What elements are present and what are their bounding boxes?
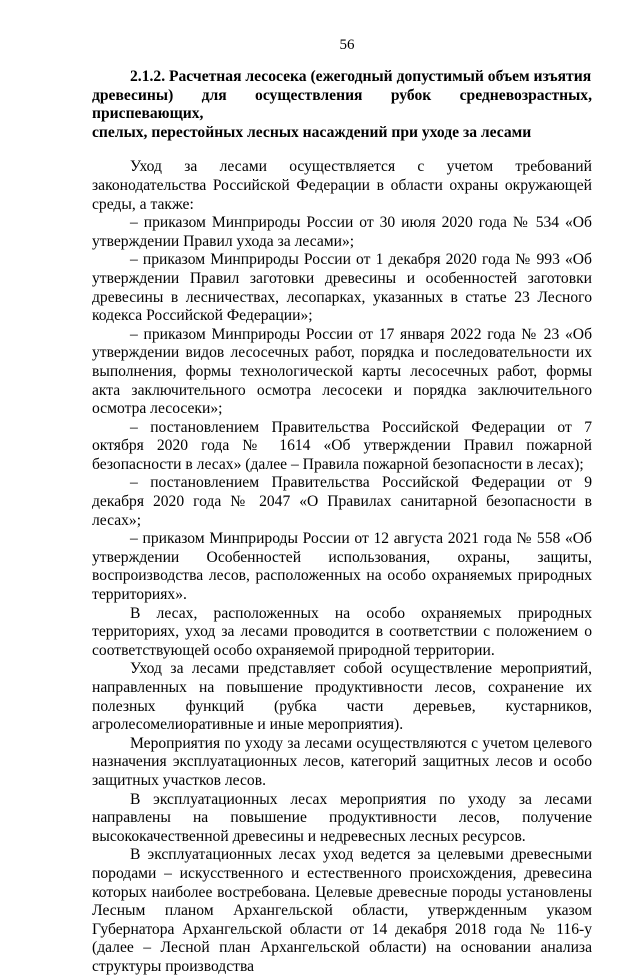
section-heading: [92, 68, 592, 142]
paragraph-target-species: В эксплуатационных лесах уход ведется за целевыми древесными породами – искусственного и естественного происхождения, древесина которых наиболее востребована. Целевые древесные породы установлены Лесным планом Архангельской области, утвержденным указом Губернатора Архангельской области от 14 декабря 2018 года № 116-у (далее – Лесной план Архангельской области) на основании анализа структуры производства: [92, 846, 592, 975]
list-item-order-993: ‒ приказом Минприроды России от 1 декабря 2020 года № 993 «Об утверждении Правил заготовки древесины и особенностей заготовки древесины в лесничествах, лесопарках, указанных в статье 23 Лесного кодекса Российской Федерации»;: [92, 251, 592, 325]
paragraph-forest-care-definition: Уход за лесами представляет собой осуществление мероприятий, направленных на повышение продуктивности лесов, сохранение их полезных функций (рубка части деревьев, кустарников, агролесомелиоративные и иные мероприятия).: [92, 660, 592, 734]
list-item-order-534: ‒ приказом Минприроды России от 30 июля 2020 года № 534 «Об утверждении Правил ухода за лесами»;: [92, 214, 592, 250]
paragraph-exploitation-forests: В эксплуатационных лесах мероприятия по уходу за лесами направлены на повышение продуктивности лесов, получение высококачественной древесины и недревесных лесных ресурсов.: [92, 790, 592, 845]
heading-line: 2.1.2. Расчетная лесосека (ежегодный допустимый объем изъятия: [130, 68, 592, 85]
list-item-order-558: ‒ приказом Минприроды России от 12 августа 2021 года № 558 «Об утверждении Особенностей использования, охраны, защиты, воспроизводства лесов, расположенных на особо охраняемых природных территориях».: [92, 530, 592, 604]
heading-line: спелых, перестойных лесных насаждений при уходе за лесами: [92, 123, 532, 141]
list-item-order-23: ‒ приказом Минприроды России от 17 января 2022 года № 23 «Об утверждении видов лесосечных работ, порядка и последовательности их выполнения, формы технологической карты лесосечных работ, формы акта заключительного осмотра лесосеки и порядка заключительного осмотра лесосеки»;: [92, 325, 592, 418]
paragraph-intro: Уход за лесами осуществляется с учетом требований законодательства Российской Федерации в области охраны окружающей среды, а также:: [92, 158, 592, 213]
paragraph-protected-areas: В лесах, расположенных на особо охраняемых природных территориях, уход за лесами проводится в соответствии с положением о соответствующей особо охраняемой природной территории.: [92, 604, 592, 659]
list-item-resolution-1614: ‒ постановлением Правительства Российской Федерации от 7 октября 2020 года № 1614 «Об утверждении Правил пожарной безопасности в лесах» (далее – Правила пожарной безопасности в лесах);: [92, 418, 592, 473]
body-text: [92, 158, 592, 976]
page-number: 56: [339, 37, 355, 53]
heading-line: древесины) для осуществления рубок средневозрастных, приспевающих,: [92, 86, 592, 123]
paragraph-care-measures: Мероприятия по уходу за лесами осуществляются с учетом целевого назначения эксплуатационных лесов, категорий защитных лесов и особо защитных участков лесов.: [92, 734, 592, 789]
list-item-resolution-2047: ‒ постановлением Правительства Российской Федерации от 9 декабря 2020 года № 2047 «О Правилах санитарной безопасности в лесах»;: [92, 474, 592, 529]
